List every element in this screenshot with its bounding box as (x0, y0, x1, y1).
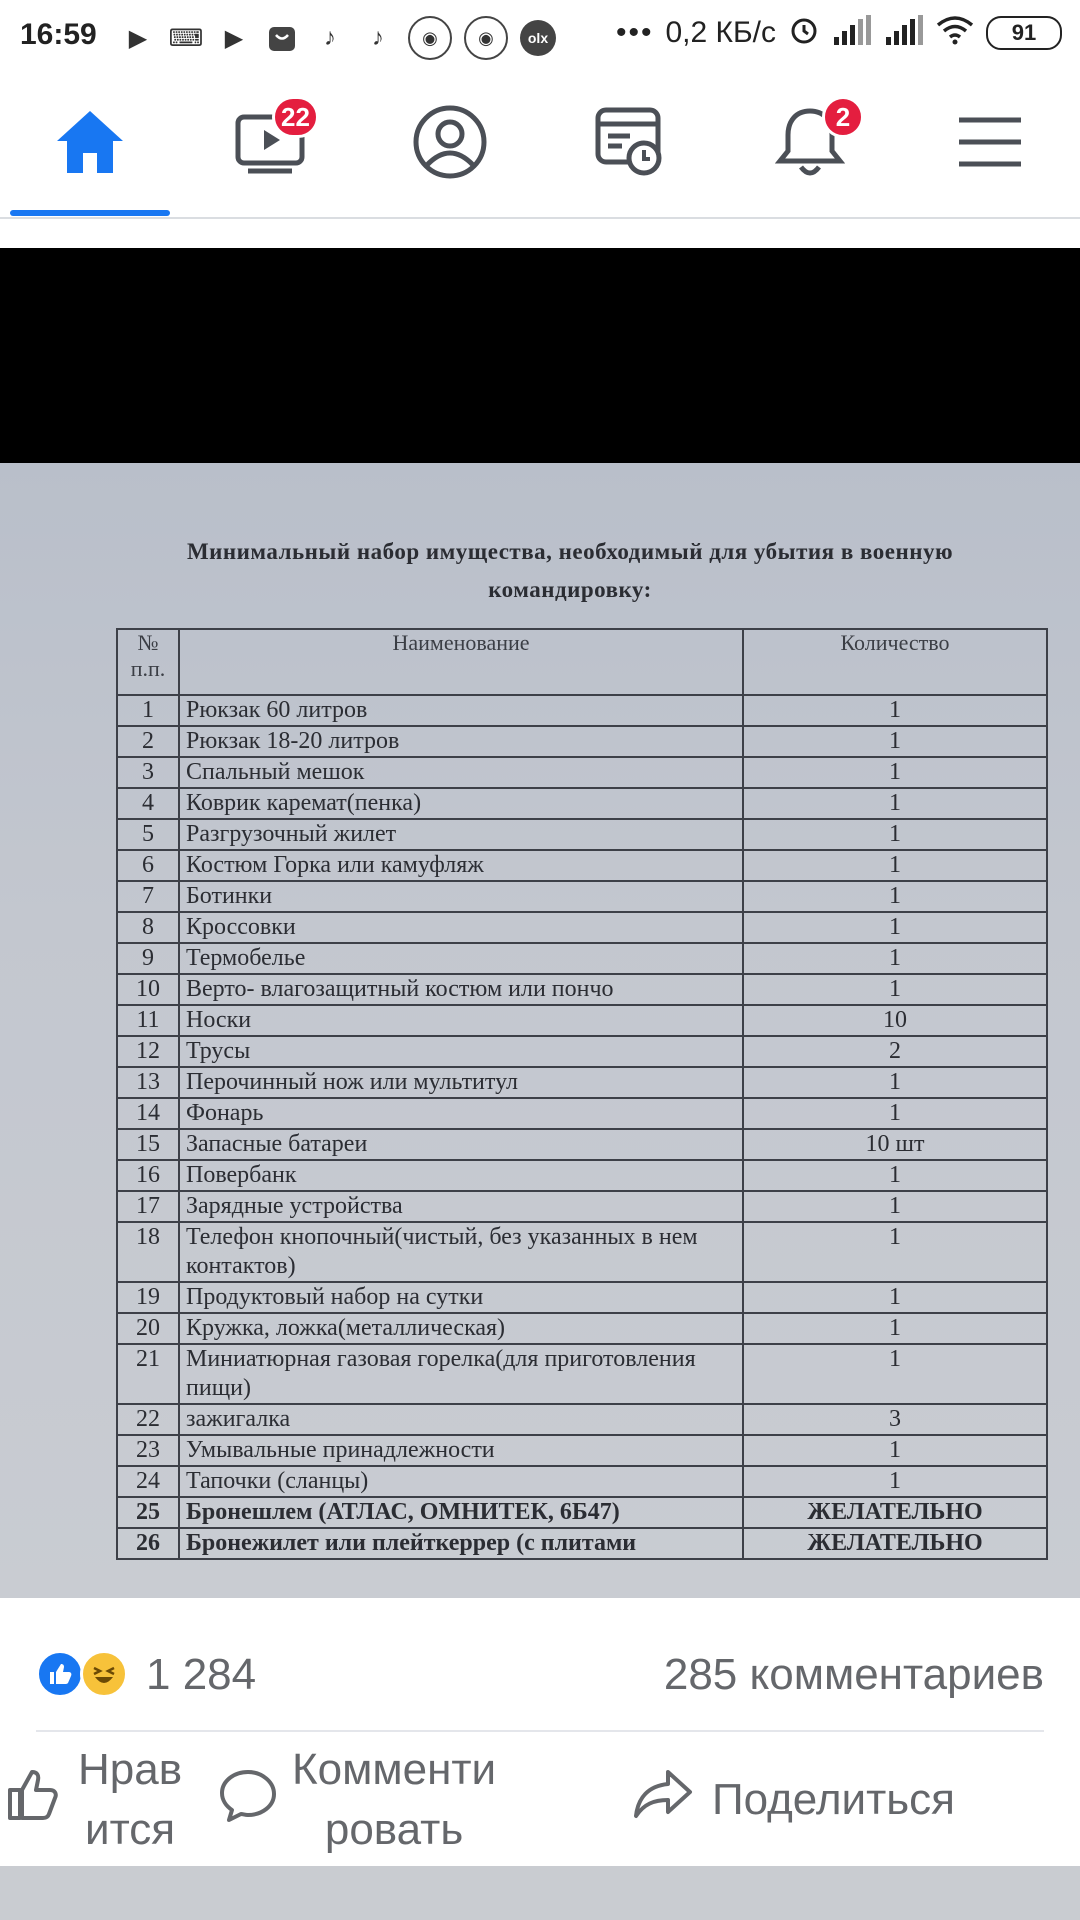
document-title-line1: Минимальный набор имущества, необходимый для убытия в военную (186, 539, 954, 564)
row-number: 8 (117, 912, 179, 943)
nav-active-indicator (10, 210, 170, 216)
document-paper (0, 463, 1080, 1598)
row-number: 17 (117, 1191, 179, 1222)
row-quantity: 10 (743, 1005, 1047, 1036)
table-row (117, 1344, 1047, 1404)
table-row (117, 1098, 1047, 1129)
row-name: Термобелье (179, 943, 743, 974)
status-bar (0, 0, 1080, 72)
haha-reaction-icon (80, 1650, 128, 1698)
row-name: Ботинки (179, 881, 743, 912)
row-name: Костюм Горка или камуфляж (179, 850, 743, 881)
row-number: 26 (117, 1528, 179, 1559)
table-row (117, 1466, 1047, 1497)
table-row (117, 1005, 1047, 1036)
table-row (117, 1435, 1047, 1466)
row-name: Миниатюрная газовая горелка(для приготовления пищи) (179, 1344, 743, 1404)
document-title (120, 533, 1020, 609)
nav-profile[interactable] (360, 72, 540, 217)
row-number: 23 (117, 1435, 179, 1466)
row-name: Кроссовки (179, 912, 743, 943)
play-store-icon: ▶ (224, 24, 244, 52)
row-number: 25 (117, 1497, 179, 1528)
comment-label-line1: Комменти (292, 1745, 497, 1794)
row-number: 10 (117, 974, 179, 1005)
table-body (117, 695, 1047, 1559)
table-row (117, 1222, 1047, 1282)
row-name: Повербанк (179, 1160, 743, 1191)
more-notifications-icon: ••• (615, 15, 654, 49)
table-row (117, 1282, 1047, 1313)
row-quantity: 1 (743, 1222, 1047, 1282)
comment-button[interactable] (218, 1735, 496, 1865)
row-quantity: 1 (743, 1160, 1047, 1191)
table-row (117, 1313, 1047, 1344)
row-number: 19 (117, 1282, 179, 1313)
row-number: 1 (117, 695, 179, 726)
row-number: 15 (117, 1129, 179, 1160)
row-quantity: 1 (743, 695, 1047, 726)
row-number: 6 (117, 850, 179, 881)
table-row (117, 819, 1047, 850)
table-row (117, 1036, 1047, 1067)
row-name: Рюкзак 60 литров (179, 695, 743, 726)
row-quantity: 2 (743, 1036, 1047, 1067)
row-name: Кружка, ложка(металлическая) (179, 1313, 743, 1344)
reaction-icons[interactable] (36, 1650, 136, 1700)
table-row (117, 1404, 1047, 1435)
row-quantity: 1 (743, 1191, 1047, 1222)
thumbs-up-icon (6, 1766, 64, 1835)
feeds-clock-icon (592, 104, 668, 185)
row-name: Бронешлем (АТЛАС, ОМНИТЕК, 6Б47) (179, 1497, 743, 1528)
row-number: 20 (117, 1313, 179, 1344)
network-speed: 0,2 КБ/с (665, 15, 776, 49)
row-quantity: 1 (743, 1313, 1047, 1344)
row-number: 13 (117, 1067, 179, 1098)
row-quantity: 1 (743, 1067, 1047, 1098)
share-button[interactable] (632, 1735, 955, 1865)
table-row (117, 1497, 1047, 1528)
row-name: Тапочки (сланцы) (179, 1466, 743, 1497)
header-num: № п.п. (117, 629, 179, 695)
row-name: Бронежилет или плейткеррер (с плитами (179, 1528, 743, 1559)
row-quantity: 1 (743, 1466, 1047, 1497)
like-button[interactable] (6, 1735, 182, 1865)
reaction-count[interactable]: 1 284 (146, 1650, 257, 1699)
row-quantity: 1 (743, 788, 1047, 819)
nav-feeds[interactable] (540, 72, 720, 217)
row-quantity: 1 (743, 943, 1047, 974)
profile-icon (411, 103, 489, 186)
actions-divider (36, 1730, 1044, 1732)
comment-label-line2: ровать (324, 1805, 464, 1854)
row-quantity: 10 шт (743, 1129, 1047, 1160)
bottom-separator (0, 1866, 1080, 1920)
row-number: 12 (117, 1036, 179, 1067)
row-name: зажигалка (179, 1404, 743, 1435)
media-icon: ◉ (408, 16, 452, 60)
like-label-line1: Нрав (78, 1745, 183, 1794)
status-time: 16:59 (20, 18, 97, 51)
reactions-bar (0, 1620, 1080, 1720)
table-row (117, 1067, 1047, 1098)
table-row (117, 1160, 1047, 1191)
table-row (117, 881, 1047, 912)
row-number: 22 (117, 1404, 179, 1435)
table-row (117, 974, 1047, 1005)
row-number: 24 (117, 1466, 179, 1497)
row-quantity: 1 (743, 1282, 1047, 1313)
shopping-bag-icon (264, 20, 300, 56)
row-name: Зарядные устройства (179, 1191, 743, 1222)
signal-icon (832, 15, 872, 50)
nav-notifications[interactable] (720, 72, 900, 217)
row-number: 9 (117, 943, 179, 974)
row-number: 2 (117, 726, 179, 757)
olx-icon: olx (520, 20, 556, 56)
row-number: 3 (117, 757, 179, 788)
notification-icons (120, 16, 556, 60)
row-quantity: 1 (743, 850, 1047, 881)
row-quantity: ЖЕЛАТЕЛЬНО (743, 1528, 1047, 1559)
post-photo[interactable] (0, 248, 1080, 1598)
row-number: 5 (117, 819, 179, 850)
top-navigation (0, 72, 1080, 219)
row-quantity: 1 (743, 912, 1047, 943)
table-row (117, 912, 1047, 943)
row-quantity: 1 (743, 819, 1047, 850)
table-row (117, 695, 1047, 726)
table-row (117, 943, 1047, 974)
row-number: 7 (117, 881, 179, 912)
row-name: Фонарь (179, 1098, 743, 1129)
row-name: Спальный мешок (179, 757, 743, 788)
row-quantity: 1 (743, 1098, 1047, 1129)
row-name: Верто- влагозащитный костюм или пончо (179, 974, 743, 1005)
row-quantity: 1 (743, 726, 1047, 757)
row-name: Коврик каремат(пенка) (179, 788, 743, 819)
row-quantity: 1 (743, 757, 1047, 788)
comment-bubble-icon (218, 1766, 278, 1835)
signal-icon-2 (884, 15, 924, 50)
row-number: 14 (117, 1098, 179, 1129)
row-name: Перочинный нож или мультитул (179, 1067, 743, 1098)
voicemail-icon: ⌨ (168, 24, 204, 52)
table-row (117, 1528, 1047, 1559)
video-badge: 22 (272, 96, 319, 138)
header-qty: Количество (743, 629, 1047, 695)
row-name: Продуктовый набор на сутки (179, 1282, 743, 1313)
items-table (116, 628, 1048, 1560)
row-quantity: 1 (743, 974, 1047, 1005)
row-name: Рюкзак 18-20 литров (179, 726, 743, 757)
table-row (117, 726, 1047, 757)
row-number: 21 (117, 1344, 179, 1404)
row-number: 18 (117, 1222, 179, 1282)
alarm-icon (788, 14, 820, 51)
table-row (117, 850, 1047, 881)
row-name: Трусы (179, 1036, 743, 1067)
row-name: Запасные батареи (179, 1129, 743, 1160)
hamburger-menu-icon (955, 114, 1025, 175)
header-name: Наименование (179, 629, 743, 695)
row-number: 11 (117, 1005, 179, 1036)
row-name: Умывальные принадлежности (179, 1435, 743, 1466)
post-actions (0, 1735, 1080, 1865)
row-quantity: 1 (743, 1435, 1047, 1466)
nav-watch[interactable] (180, 72, 360, 217)
row-number: 4 (117, 788, 179, 819)
table-row (117, 757, 1047, 788)
row-name: Носки (179, 1005, 743, 1036)
row-quantity: 3 (743, 1404, 1047, 1435)
tiktok-icon: ♪ (324, 24, 336, 51)
document-title-line2: командировку: (488, 577, 652, 602)
row-quantity: ЖЕЛАТЕЛЬНО (743, 1497, 1047, 1528)
row-quantity: 1 (743, 881, 1047, 912)
table-row (117, 1129, 1047, 1160)
row-name: Телефон кнопочный(чистый, без указанных в нем контактов) (179, 1222, 743, 1282)
row-quantity: 1 (743, 1344, 1047, 1404)
nav-home[interactable] (0, 72, 180, 217)
play-icon: ▶ (128, 24, 148, 52)
battery-icon: 91 (986, 16, 1062, 50)
like-reaction-icon (36, 1650, 84, 1698)
share-arrow-icon (632, 1768, 694, 1833)
media-icon-2: ◉ (464, 16, 508, 60)
table-row (117, 788, 1047, 819)
like-label-line2: ится (85, 1805, 176, 1854)
wifi-icon (936, 15, 974, 50)
comments-count[interactable]: 285 комментариев (663, 1650, 1044, 1699)
tiktok-icon-2: ♪ (372, 24, 384, 51)
table-row (117, 1191, 1047, 1222)
row-name: Разгрузочный жилет (179, 819, 743, 850)
notifications-badge: 2 (822, 96, 864, 138)
row-number: 16 (117, 1160, 179, 1191)
home-icon (53, 107, 127, 182)
nav-menu[interactable] (900, 72, 1080, 217)
share-label: Поделиться (712, 1775, 955, 1824)
table-header-row (117, 629, 1047, 695)
